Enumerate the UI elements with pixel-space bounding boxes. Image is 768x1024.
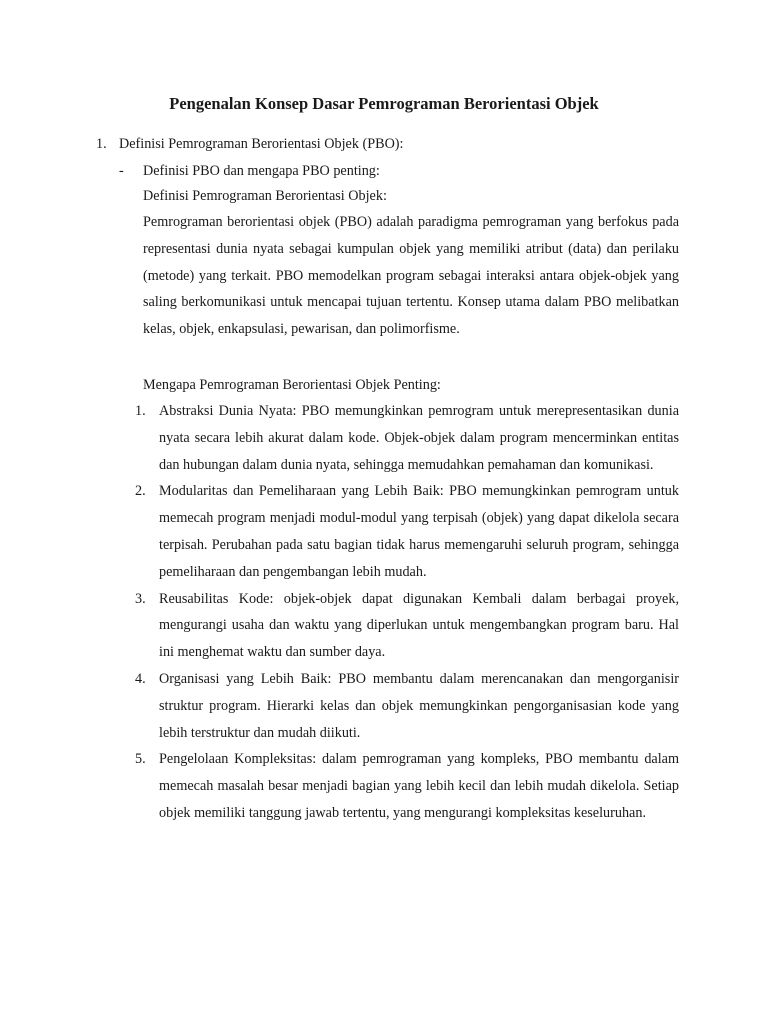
section-heading-text: Definisi Pemrograman Berorientasi Objek (PBO): — [119, 136, 404, 152]
list-item-text: Abstraksi Dunia Nyata: PBO memungkinkan pemrogram untuk merepresentasikan dunia nyata secara lebih akurat dalam kode. Objek-objek dalam program mencerminkan entitas dan hubungan dalam dunia nyata, sehingga memudahkan pemahaman dan komunikasi. — [159, 403, 679, 473]
definition-title: Definisi Pemrograman Berorientasi Objek: — [143, 188, 387, 204]
list-item — [135, 398, 679, 478]
page-title: Pengenalan Konsep Dasar Pemrograman Berorientasi Objek — [169, 94, 599, 113]
subsection-heading — [119, 160, 380, 182]
list-item — [135, 746, 679, 826]
subsection-bullet: - — [119, 163, 124, 179]
list-item-number: 5. — [135, 751, 146, 768]
importance-title: Mengapa Pemrograman Berorientasi Objek Penting: — [143, 377, 441, 393]
importance-list — [135, 398, 679, 827]
list-item-text: Modularitas dan Pemeliharaan yang Lebih Baik: PBO memungkinkan pemrogram untuk memecah program menjadi modul-modul yang terpisah (objek) yang dapat dikelola secara terpisah. Perubahan pada satu bagian tidak harus memengaruhi seluruh program, sehingga pemeliharaan dan pengembangan lebih mudah. — [159, 483, 679, 580]
list-item-number: 1. — [135, 403, 146, 419]
list-item-text: Pengelolaan Kompleksitas: dalam pemrograman yang kompleks, PBO membantu dalam memecah masalah besar menjadi bagian yang lebih kecil dan lebih mudah dikelola. Setiap objek memiliki tanggung jawab tertentu, yang mengurangi kompleksitas keseluruhan. — [159, 751, 679, 821]
list-item-number: 4. — [135, 670, 146, 687]
list-item-number: 2. — [135, 483, 146, 500]
list-item-text: Reusabilitas Kode: objek-objek dapat digunakan Kembali dalam berbagai proyek, mengurangi usaha dan waktu yang diperlukan untuk mengembangkan program baru. Hal ini menghemat waktu dan sumber daya. — [159, 590, 679, 661]
list-item — [135, 586, 679, 666]
list-item-number: 3. — [135, 590, 146, 607]
section-number: 1. — [96, 136, 107, 152]
list-item-text: Organisasi yang Lebih Baik: PBO membantu dalam merencanakan dan mengorganisir struktur program. Hierarki kelas dan objek memungkinkan pengorganisasian kode yang lebih terstruktur dan mudah diikuti. — [159, 670, 679, 741]
list-item — [135, 478, 679, 585]
section-heading — [96, 133, 403, 155]
subsection-heading-text: Definisi PBO dan mengapa PBO penting: — [143, 163, 380, 179]
list-item — [135, 666, 679, 746]
definition-paragraph: Pemrograman berorientasi objek (PBO) adalah paradigma pemrograman yang berfokus pada representasi dunia nyata sebagai kumpulan objek yang memiliki atribut (data) dan perilaku (metode) yang terkait. PBO memodelkan program sebagai interaksi antara objek-objek yang saling berkomunikasi untuk mencapai tujuan tertentu. Konsep utama dalam PBO melibatkan kelas, objek, enkapsulasi, pewarisan, dan polimorfisme. — [143, 214, 679, 338]
